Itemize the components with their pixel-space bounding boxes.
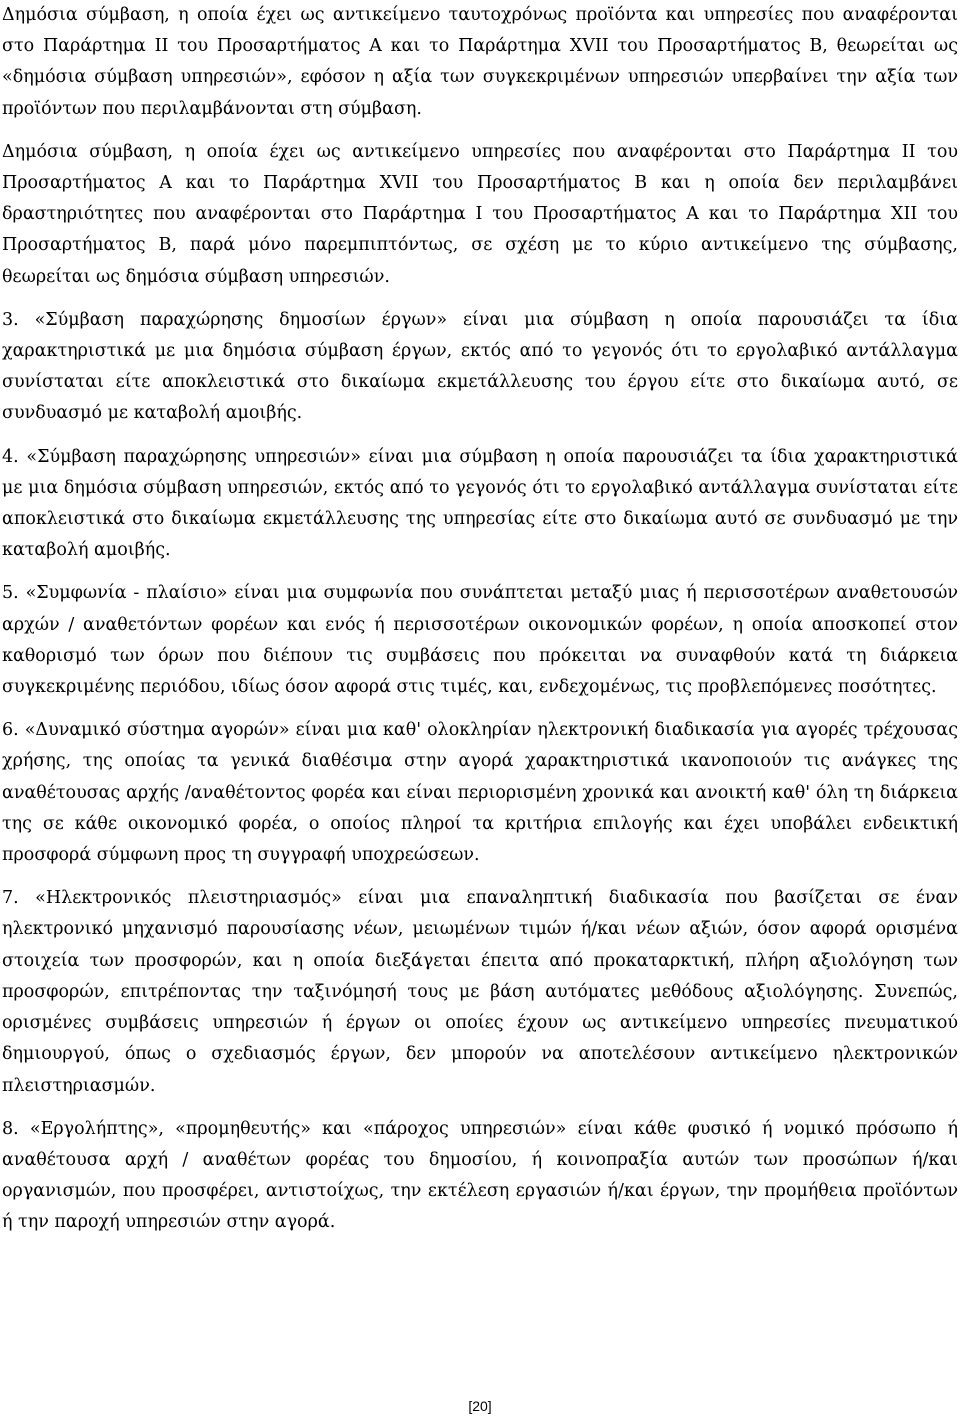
paragraph-definition-5: 5. «Συμφωνία - πλαίσιο» είναι μια συμφωνία που συνάπτεται μεταξύ μιας ή περισσοτέρων αναθετουσών αρχών / αναθετόντων φορέων και ενός ή περισσοτέρων οικονομικών φορέων, η οποία αποσκοπεί στον καθορισμό των όρων που διέπουν τις συμβάσεις που πρόκειται να συναφθούν κατά τη διάρκεια συγκεκριμένης περιόδου, ιδίως όσον αφορά στις τιμές, και, ενδεχομένως, τις προβλεπόμενες ποσότητες. xyxy=(2,583,958,698)
paragraph-definition-8: 8. «Εργολήπτης», «προμηθευτής» και «πάροχος υπηρεσιών» είναι κάθε φυσικό ή νομικό πρόσωπο ή αναθέτουσα αρχή / αναθέτων φορέας του δημοσίου, ή κοινοπραξία αυτών των προσώπων ή/και οργανισμών, που προσφέρει, αντιστοίχως, την εκτέλεση εργασιών ή/και έργων, την προμήθεια προϊόντων ή την παροχή υπηρεσιών στην αγορά. xyxy=(2,1118,958,1233)
paragraph-definition-6: 6. «Δυναμικό σύστημα αγορών» είναι μια καθ' ολοκληρίαν ηλεκτρονική διαδικασία για αγορές τρέχουσας χρήσης, της οποίας τα γενικά διαθέσιμα στην αγορά χαρακτηριστικά ικανοποιούν τις ανάγκες της αναθέτουσας αρχής /αναθέτοντος φορέα και είναι περιορισμένη χρονικά και ανοικτή καθ' όλη τη διάρκεια της σε κάθε οικονομικό φορέα, ο οποίος πληροί τα κριτήρια επιλογής και έχει υποβάλει ενδεικτική προσφορά σύμφωνη προς τη συγγραφή υποχρεώσεων. xyxy=(2,720,958,866)
paragraph-definition-4: 4. «Σύμβαση παραχώρησης υπηρεσιών» είναι μια σύμβαση η οποία παρουσιάζει τα ίδια χαρακτηριστικά με μια δημόσια σύμβαση υπηρεσιών, εκτός από το γεγονός ότι το εργολαβικό αντάλλαγμα συνίσταται είτε αποκλειστικά στο δικαίωμα εκμετάλλευσης της υπηρεσίας είτε στο δικαίωμα αυτό σε συνδυασμό με την καταβολή αμοιβής. xyxy=(2,446,958,561)
paragraph-definition-7: 7. «Ηλεκτρονικός πλειστηριασμός» είναι μια επαναληπτική διαδικασία που βασίζεται σε έναν ηλεκτρονικό μηχανισμό παρουσίασης νέων, μειωμένων τιμών ή/και νέων αξιών, όσον αφορά ορισμένα στοιχεία των προσφορών, και η οποία διεξάγεται έπειτα από προκαταρκτική, πλήρη αξιολόγηση των προσφορών, επιτρέποντας την ταξινόμησή τους με βάση αυτόματες μεθόδους αξιολόγησης. Συνεπώς, ορισμένες συμβάσεις υπηρεσιών ή έργων οι οποίες έχουν ως αντικείμενο υπηρεσίες πνευματικού δημιουργού, όπως ο σχεδιασμός έργων, δεν μπορούν να αποτελέσουν αντικείμενο ηλεκτρονικών πλειστηριασμών. xyxy=(2,888,958,1096)
paragraph-definition-3: 3. «Σύμβαση παραχώρησης δημοσίων έργων» είναι μια σύμβαση η οποία παρουσιάζει τα ίδια χαρακτηριστικά με μια δημόσια σύμβαση έργων, εκτός από το γεγονός ότι το εργολαβικό αντάλλαγμα συνίσταται είτε αποκλειστικά στο δικαίωμα εκμετάλλευσης του έργου είτε στο δικαίωμα αυτό, σε συνδυασμό με καταβολή αμοιβής. xyxy=(2,309,958,424)
paragraph-services-and-products: Δημόσια σύμβαση, η οποία έχει ως αντικείμενο ταυτοχρόνως προϊόντα και υπηρεσίες που αναφέρονται στο Παράρτημα ΙΙ του Προσαρτήματος Α και το Παράρτημα XVII του Προσαρτήματος Β, θεωρείται ως «δημόσια σύμβαση υπηρεσιών», εφόσον η αξία των συγκεκριμένων υπηρεσιών υπερβαίνει την αξία των προϊόντων που περιλαμβάνονται στη σύμβαση. xyxy=(2,5,958,119)
paragraph-services-contract: Δημόσια σύμβαση, η οποία έχει ως αντικείμενο υπηρεσίες που αναφέρονται στο Παράρτημα ΙΙ του Προσαρτήματος Α και το Παράρτημα XVII του Προσαρτήματος Β και η οποία δεν περιλαμβάνει δραστηριότητες που αναφέρονται στο Παράρτημα Ι του Προσαρτήματος Α και το Παράρτημα XII του Προσαρτήματος Β, παρά μόνο παρεμπιπτόντως, σε σχέση με το κύριο αντικείμενο της σύμβασης, θεωρείται ως δημόσια σύμβαση υπηρεσιών. xyxy=(2,141,958,287)
page-number: [20] xyxy=(468,1398,492,1414)
